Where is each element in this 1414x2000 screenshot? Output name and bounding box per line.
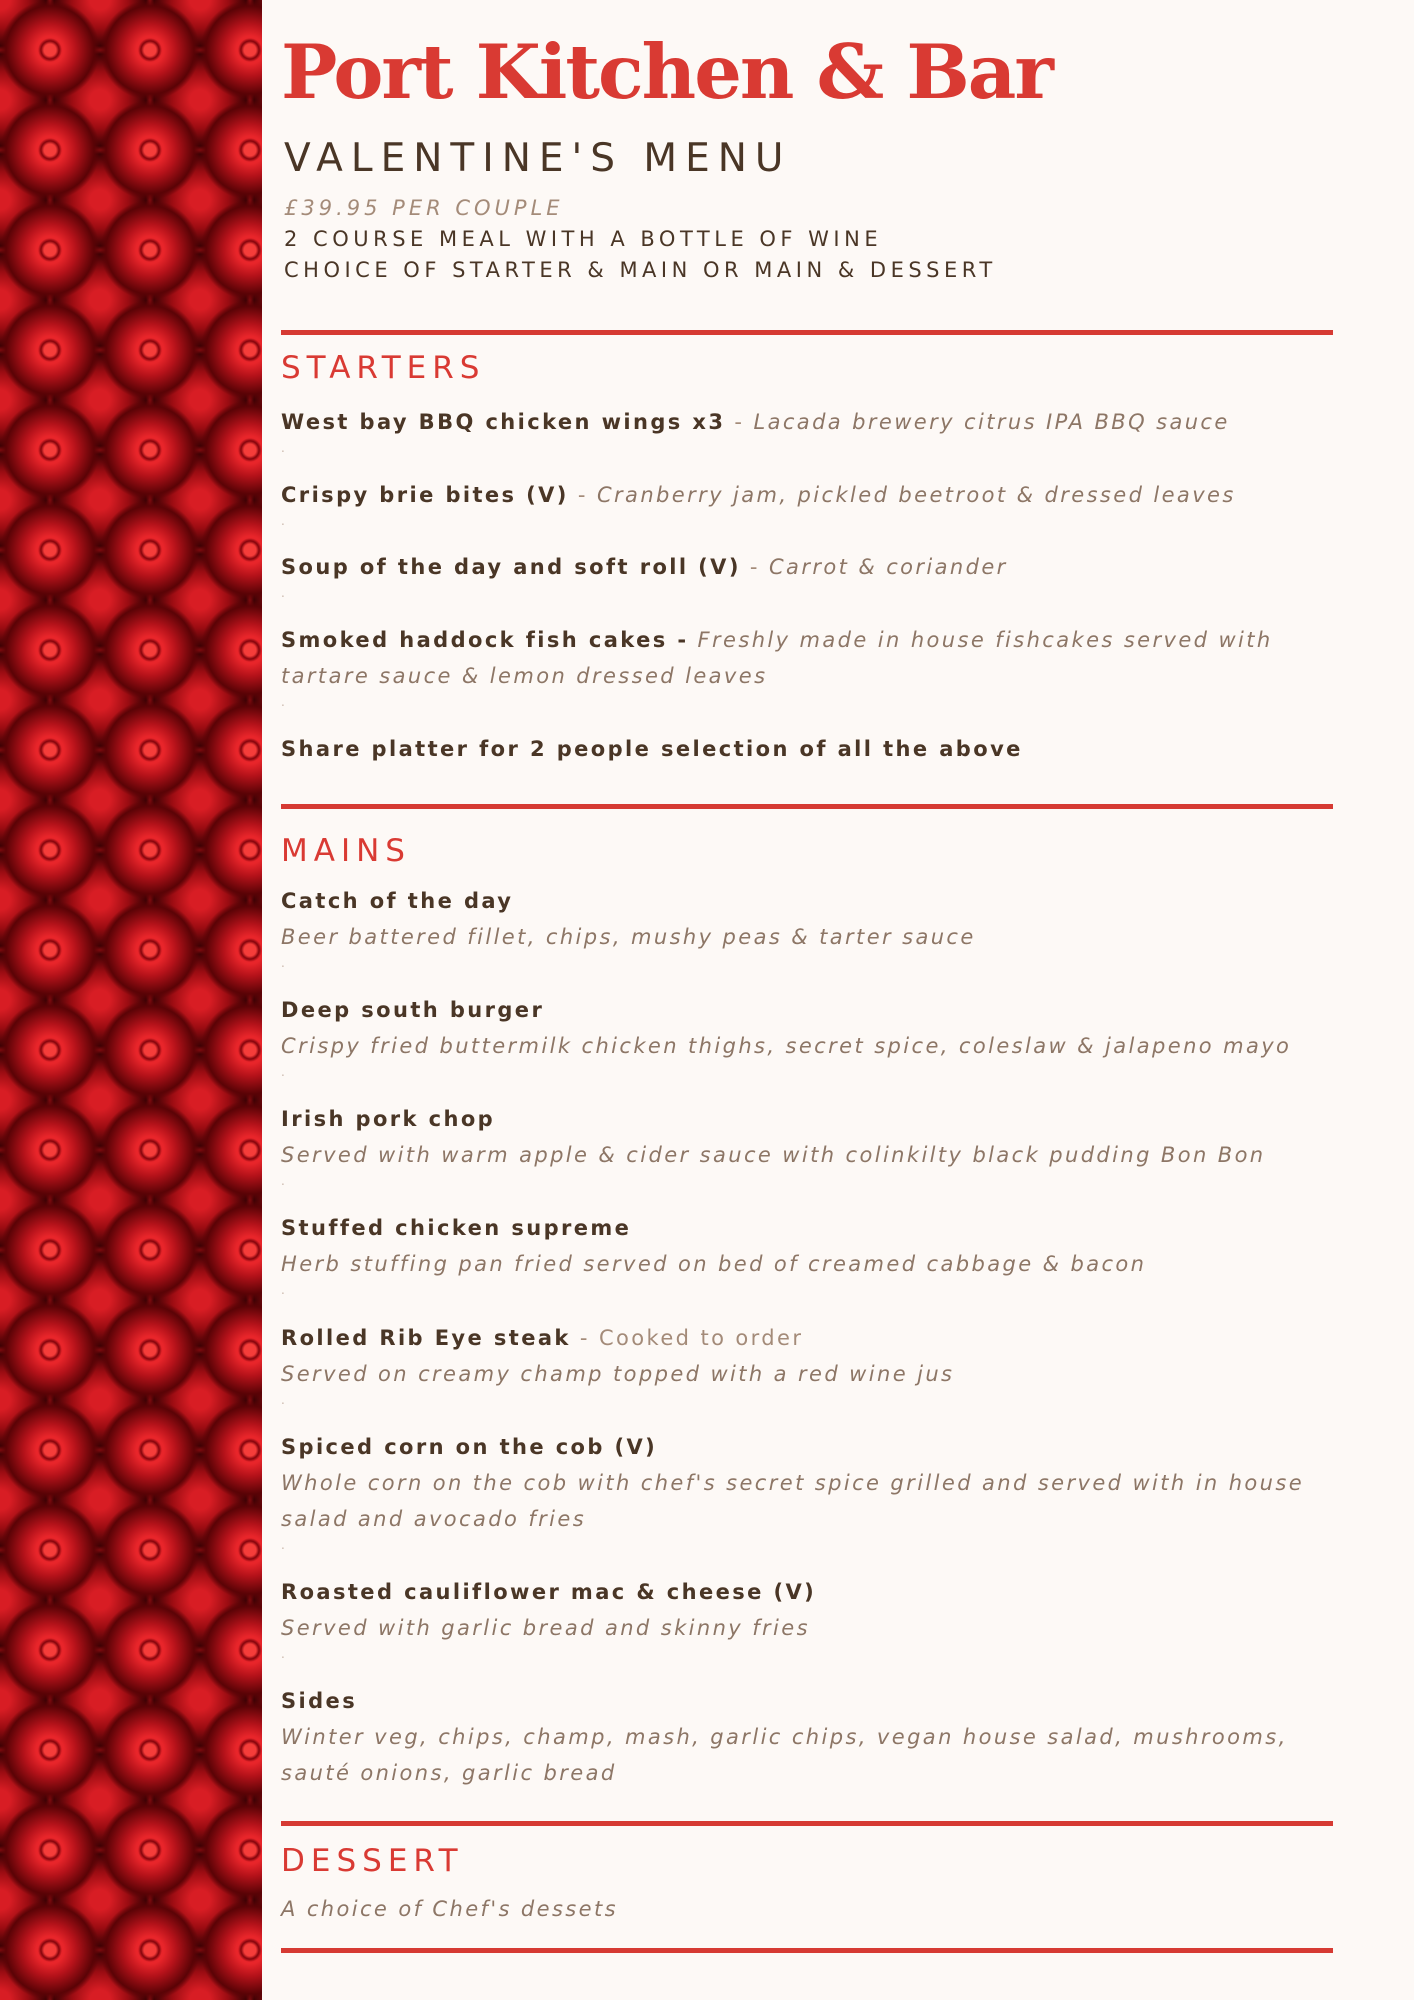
dish-separator: - Cooked to order <box>570 1326 804 1350</box>
dish-name: Stuffed chicken supreme <box>281 1216 632 1240</box>
dot-divider: . <box>281 1283 288 1297</box>
roses-image <box>0 0 262 2000</box>
dish-name: Irish pork chop <box>281 1107 496 1131</box>
dot-divider: . <box>281 1647 288 1661</box>
dot-divider: . <box>281 514 288 528</box>
dish-separator: - <box>725 410 754 434</box>
dish-separator: - <box>568 483 597 507</box>
dish-name: Roasted cauliflower mac & cheese (V) <box>281 1580 817 1604</box>
restaurant-name: Port Kitchen & Bar <box>281 28 1052 116</box>
dish-description: Served with garlic bread and skinny fries <box>281 1616 810 1640</box>
divider <box>281 1948 1333 1953</box>
dish-description: Crispy fried buttermilk chicken thighs, secret spice, coleslaw & jalapeno mayo <box>281 1034 1292 1058</box>
dish-name: Rolled Rib Eye steak <box>281 1326 571 1350</box>
dish-description: Whole corn on the cob with chef's secret spice grilled and served with in house salad and avocado fries <box>281 1471 1305 1531</box>
main-item <box>281 1101 1331 1189</box>
dessert-item <box>281 1891 1331 1927</box>
dish-description: Beer battered fillet, chips, mushy peas & tarter sauce <box>281 925 976 949</box>
dish-description: Served with warm apple & cider sauce with colinkilty black pudding Bon Bon <box>281 1143 1266 1167</box>
starter-item <box>281 549 1331 601</box>
main-item <box>281 1683 1331 1791</box>
divider <box>281 330 1333 335</box>
dish-separator <box>688 628 697 652</box>
main-item <box>281 1429 1331 1553</box>
dot-divider: . <box>281 1065 288 1079</box>
starter-item <box>281 622 1331 710</box>
dish-name: Catch of the day <box>281 889 514 913</box>
dot-divider: . <box>281 956 288 970</box>
dish-description: Cranberry jam, pickled beetroot & dressed leaves <box>596 483 1236 507</box>
starter-item <box>281 731 1331 767</box>
main-item <box>281 1320 1331 1408</box>
dish-name: Crispy brie bites (V) <box>281 483 569 507</box>
divider <box>281 804 1333 809</box>
dish-description: Served on creamy champ topped with a red wine jus <box>281 1362 955 1386</box>
dot-divider: . <box>281 1393 288 1407</box>
dish-name: Deep south burger <box>281 998 545 1022</box>
dot-divider: . <box>281 1538 288 1552</box>
dot-divider: . <box>281 695 288 709</box>
dish-description: Lacada brewery citrus IPA BBQ sauce <box>753 410 1230 434</box>
menu-title: VALENTINE'S MENU <box>284 136 792 181</box>
dessert-heading: DESSERT <box>281 1843 464 1879</box>
dish-separator: - <box>740 555 769 579</box>
dot-divider: . <box>281 1174 288 1188</box>
dish-name: Spiced corn on the cob (V) <box>281 1435 658 1459</box>
price-line: £39.95 PER COUPLE <box>284 196 564 220</box>
divider <box>281 1821 1333 1826</box>
mains-heading: MAINS <box>281 833 411 869</box>
main-item <box>281 1210 1331 1298</box>
starter-item <box>281 477 1331 529</box>
starter-item <box>281 404 1331 456</box>
dish-name: Soup of the day and soft roll (V) <box>281 555 741 579</box>
dot-divider: . <box>281 441 288 455</box>
dish-name: Sides <box>281 1689 358 1713</box>
starters-heading: STARTERS <box>281 350 486 386</box>
dish-description: Winter veg, chips, champ, mash, garlic chips, vegan house salad, mushrooms, sauté onions, garlic bread <box>281 1725 1288 1785</box>
dish-description: Freshly made in house fishcakes served with tartare sauce & lemon dressed leaves <box>281 628 1273 688</box>
dish-description: A choice of Chef's dessets <box>281 1897 618 1921</box>
main-item <box>281 1574 1331 1662</box>
dish-description: Carrot & coriander <box>768 555 1008 579</box>
dish-name: West bay BBQ chicken wings x3 <box>281 410 726 434</box>
dish-description: Herb stuffing pan fried served on bed of creamed cabbage & bacon <box>281 1252 1147 1276</box>
dish-name: Share platter for 2 people selection of all the above <box>281 737 1023 761</box>
info-line-2: CHOICE OF STARTER & MAIN OR MAIN & DESSERT <box>284 258 997 282</box>
info-line-1: 2 COURSE MEAL WITH A BOTTLE OF WINE <box>284 227 883 251</box>
main-item <box>281 992 1331 1080</box>
dot-divider: . <box>281 586 288 600</box>
main-item <box>281 883 1331 971</box>
dish-name: Smoked haddock fish cakes - <box>281 628 689 652</box>
